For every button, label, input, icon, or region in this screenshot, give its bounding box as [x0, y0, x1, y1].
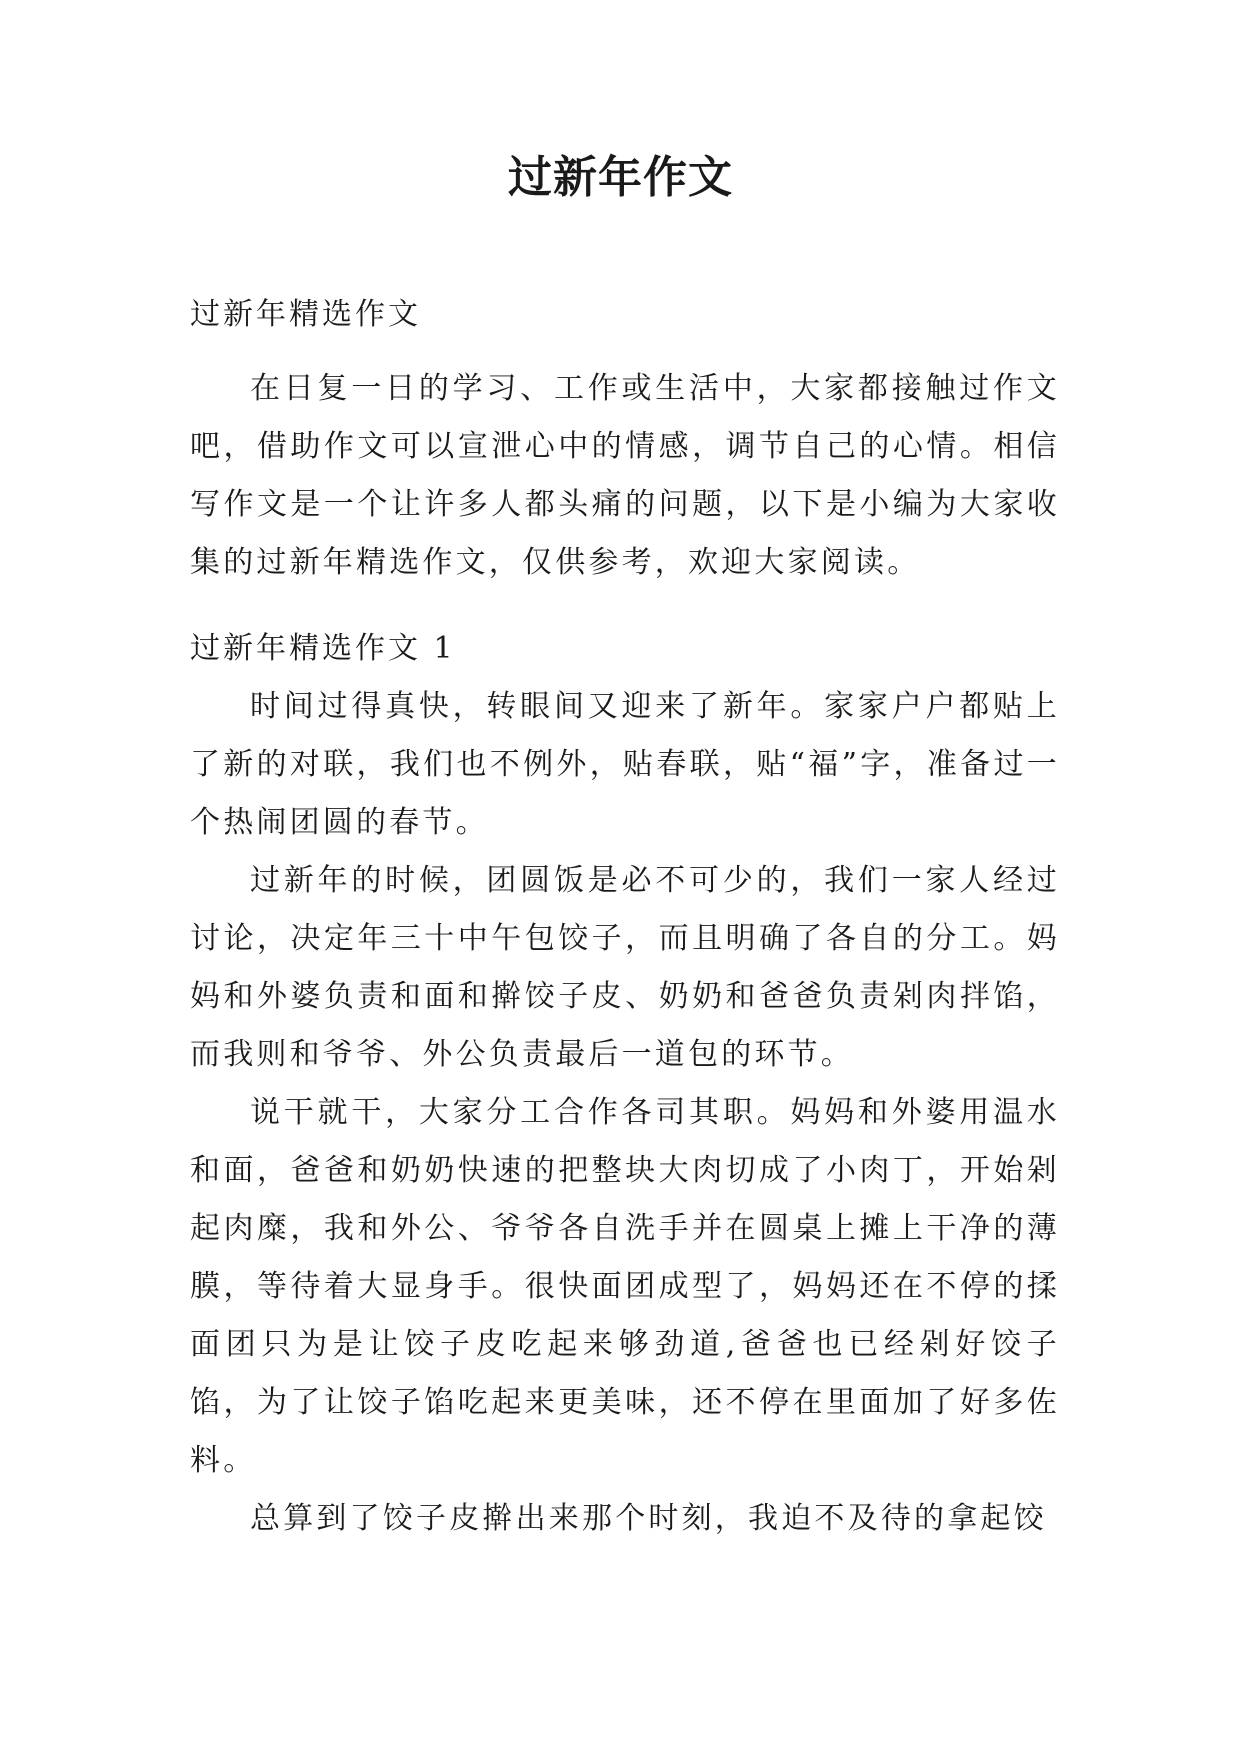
section-heading: 过新年精选作文 1: [190, 631, 456, 666]
document-subtitle: 过新年精选作文: [190, 297, 421, 332]
intro-paragraph: 在日复一日的学习、工作或生活中，大家都接触过作文吧，借助作文可以宣泄心中的情感，调节自己的心情。相信写作文是一个让许多人都头痛的问题，以下是小编为大家收集的过新年精选作文，仅供参考，欢迎大家阅读。: [190, 371, 1060, 580]
document-title: 过新年作文: [508, 152, 733, 203]
body-paragraph: 说干就干，大家分工合作各司其职。妈妈和外婆用温水和面，爸爸和奶奶快速的把整块大肉切成了小肉丁，开始剁起肉糜，我和外公、爷爷各自洗手并在圆桌上摊上干净的薄膜，等待着大显身手。很快面团成型了，妈妈还在不停的揉面团只为是让饺子皮吃起来够劲道,爸爸也已经剁好饺子馅，为了让饺子馅吃起来更美味，还不停在里面加了好多佐料。: [190, 1095, 1060, 1478]
body-paragraph: 总算到了饺子皮擀出来那个时刻，我迫不及待的拿起饺: [250, 1501, 1047, 1536]
body-paragraph: 过新年的时候，团圆饭是必不可少的，我们一家人经过讨论，决定年三十中午包饺子，而且明确了各自的分工。妈妈和外婆负责和面和擀饺子皮、奶奶和爸爸负责剁肉拌馅，而我则和爷爷、外公负责最后一道包的环节。: [190, 863, 1060, 1072]
section-block: [190, 620, 1060, 1548]
body-paragraph: 时间过得真快，转眼间又迎来了新年。家家户户都贴上了新的对联，我们也不例外，贴春联，贴“福”字，准备过一个热闹团圆的春节。: [190, 689, 1060, 840]
intro-block: [190, 360, 1060, 592]
